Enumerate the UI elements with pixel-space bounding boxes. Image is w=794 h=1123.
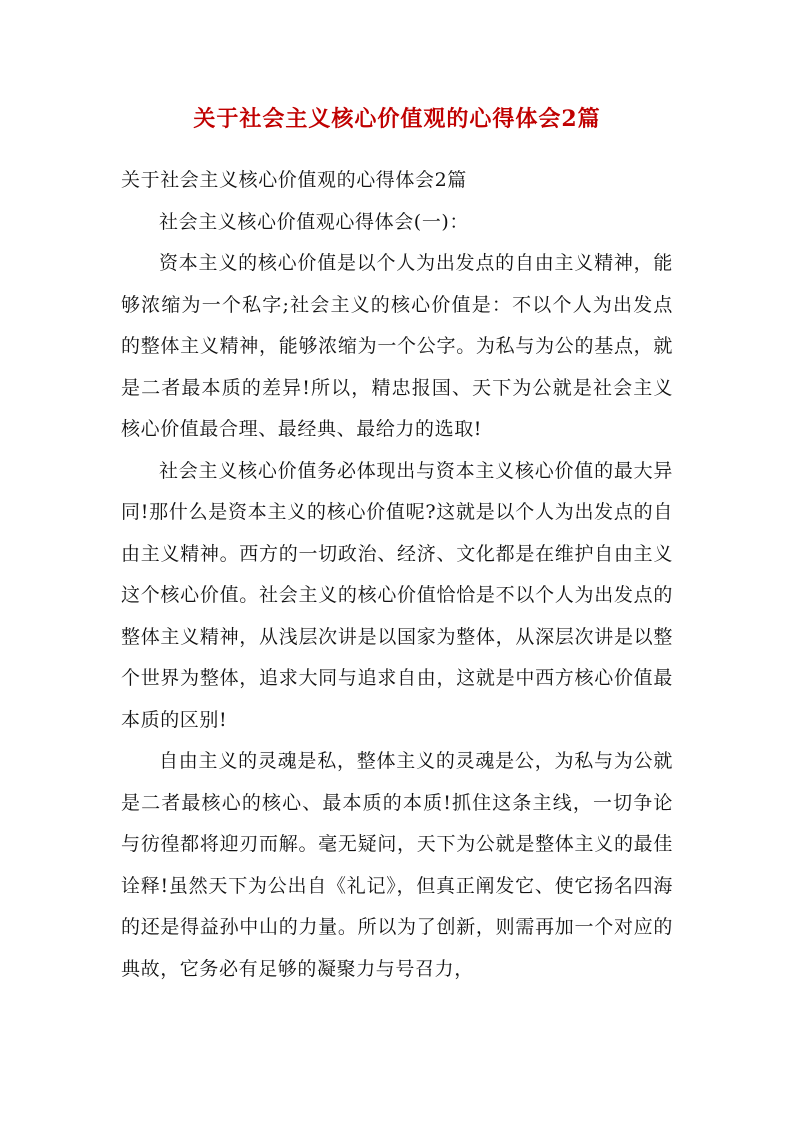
document-title: 关于社会主义核心价值观的心得体会2篇 xyxy=(193,106,601,132)
body-paragraph: 资本主义的核心价值是以个人为出发点的自由主义精神，能够浓缩为一个私字;社会主义的核心价值是：不以个人为出发点的整体主义精神，能够浓缩为一个公字。为私与为公的基点，就是二者最本质的差异!所以，精忠报国、天下为公就是社会主义核心价值最合理、最经典、最给力的选取! xyxy=(121,252,673,440)
section-heading: 社会主义核心价值观心得体会(一)： xyxy=(159,210,470,233)
body-paragraph: 自由主义的灵魂是私，整体主义的灵魂是公，为私与为公就是二者最核心的核心、最本质的本质!抓住这条主线，一切争论与彷徨都将迎刃而解。毫无疑问，天下为公就是整体主义的最佳诠释!虽然天下为公出自《礼记》，但真正阐发它、使它扬名四海的还是得益孙中山的力量。所以为了创新，则需再加一个对应的典故，它务必有足够的凝聚力与号召力， xyxy=(121,750,673,980)
subtitle-line: 关于社会主义核心价值观的心得体会2篇 xyxy=(121,169,467,191)
body-paragraph: 社会主义核心价值务必体现出与资本主义核心价值的最大异同!那什么是资本主义的核心价值呢?这就是以个人为出发点的自由主义精神。西方的一切政治、经济、文化都是在维护自由主义这个核心价值。社会主义的核心价值恰恰是不以个人为出发点的整体主义精神，从浅层次讲是以国家为整体，从深层次讲是以整个世界为整体，追求大同与追求自由，这就是中西方核心价值最本质的区别! xyxy=(121,459,673,731)
document-body xyxy=(121,160,673,990)
